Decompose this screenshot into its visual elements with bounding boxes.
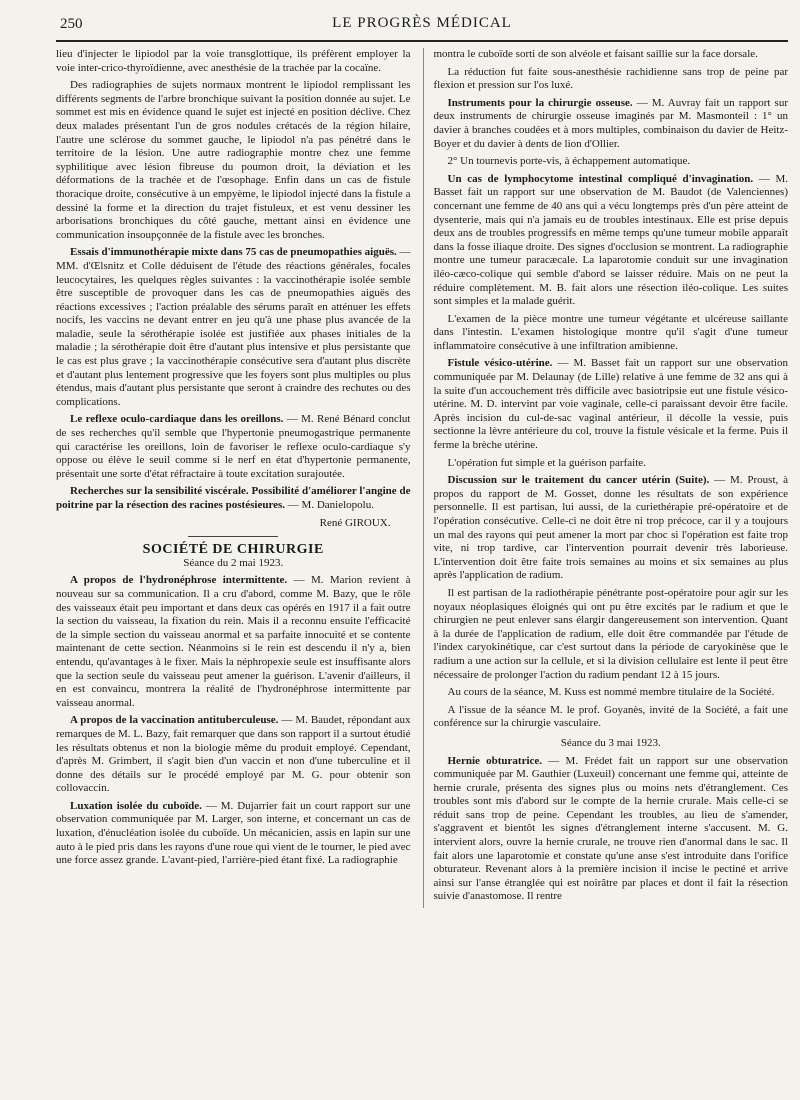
page-header [56,12,788,36]
session-date: Séance du 2 mai 1923. [183,556,284,569]
report-body: — M. Dujarrier fait un court rapport sur une observation communiquée par M. Larger, son interne, et concernant un cas de luxation, d'énucléation isolée du cuboïde. Un mécanicien, assis en lapin sur une auto à le pied pris dans les rayons d'une roue qui vient de le tourner, le pied avec une force assez grande. L'avant-pied, l'arrière-pied étant fixé. La radiographie [56,799,411,867]
report-body: — M. Baudet, répondant aux remarques de M. L. Bazy, fait remarquer que dans son rapport il a surtout étudié les résultats obtenus et non la biologie même du produit employé. Cependant, d'après M. Grimbert, il s'agit bien d'un vaccin et non d'une tuberculine et il donne des détails sur le procédé employé par M. G. pour obtenir son collovaccin. [56,714,411,795]
report-title: Instruments pour la chirurgie osseuse. [447,96,633,109]
report-title: Le reflexe oculo-cardiaque dans les oreillons. [70,413,284,426]
report-title: A propos de l'hydronéphrose intermittente. [70,574,288,587]
paragraph [434,474,789,583]
paragraph [56,800,411,868]
two-column-body [56,48,788,908]
section-separator [188,536,278,537]
paragraph: 2° Un tournevis porte-vis, à échappement automatique. [447,155,691,168]
author-signature: René GIROUX. [319,516,391,529]
report-body: — M. Marion revient à nouveau sur sa communication. Il a cru d'abord, comme M. Bazy, que le rôle des vaisseaux était peu important et dans deux cas opérés en 1917 il a fait outre la section du vaisseau, la fixation du rein. Mais il a reconnu ensuite l'efficacité de la simple section du vaisseau anormal et sa parfaite innocuité et se contente maintenant de cette section. Néanmoins si le rein est descendu il n'y a, bien entendu, qu'avantages à le fixer. Mais la néphropexie seule est insuffisante alors que la section seule du vaisseau peut amener la guérison. L'avenir d'ailleurs, il en est convaincu, montrera la réalité de l'hydronéphrose intermittente par vaisseau anormal. [56,574,411,709]
report-body: — MM. d'Œlsnitz et Colle déduisent de l'étude des réactions générales, focales leucocytaires, les quelques règles suivantes : la vaccinothérapie isolée semble être susceptible de provoquer dans les cas de pneumopathies aiguës des réactions excessives ; l'action préalable des sérums paraît en atténuer les effets nocifs, les vaccins ne devant entrer en jeu qu'à une phase plus avancée de la maladie, seule la sérothérapie isolée est justifiée aux phases initiales de la maladie ; la sérothérapie doit être d'autant plus intensive et plus persistante que le cas est plus grave ; la vaccinothérapie consécutive sera d'autant plus discrète et d'autant plus lentement progressive que les foyers sont plus multiples ou plus étendus, mais d'autant plus persistante que seront à craindre des rechutes ou des complications. [56,246,411,408]
paragraph [434,97,789,151]
report-title: A propos de la vaccination antituberculeuse. [70,714,279,727]
report-title: Fistule vésico-utérine. [447,357,553,370]
report-body: — M. Basset fait un rapport sur une observation communiquée par M. Delaunay (de Lille) relative à une femme de 32 ans qui à la suite d'un accouchement très difficile avec basiotripsie eut une fistule vésico-utérine. M. D. intervint par voie vaginale, celle-ci paraissant devoir être facile. Après incision du cul-de-sac vaginal antérieur, il décolle la vessie, puis sectionne la lèvre antérieure du col, trouve la fistule vésicale et la ferme. Puis il ferme la brèche utérine. [433,357,788,452]
paragraph [434,755,789,905]
right-column [423,48,789,908]
paragraph [56,413,411,481]
session-date: Séance du 3 mai 1923. [560,736,661,749]
paragraph: A l'issue de la séance M. le prof. Goyanès, invité de la Société, a fait une conférence sur la chirurgie vasculaire. [433,703,788,730]
left-column [56,48,411,908]
report-body: — M. Danielopolu. [285,499,374,511]
report-title: Un cas de lymphocytome intestinal compliqué d'invagination. [447,172,754,185]
paragraph: La réduction fut faite sous-anesthésie rachidienne sans trop de peine par flexion et pression sur l'os luxé. [433,65,788,92]
report-title: Luxation isolée du cuboïde. [70,799,202,812]
report-title: Discussion sur le traitement du cancer utérin (Suite). [447,474,710,487]
report-body: — M. René Bénard conclut de ses recherches qu'il semble que l'hypertonie pneumogastrique permanente qui caractérise les oreillons, loin de favoriser le reflexe oculo-cardiaque s'y oppose ou élève le seuil comme si le nerf en état d'hypertonie permanente, présentait une sorte d'état réfractaire à toute excitation surajoutée. [56,413,411,480]
paragraph: L'examen de la pièce montre une tumeur végétante et ulcéreuse saillante dans l'intestin. L'examen histologique montre qu'il s'agit d'une tumeur inflammatoire consécutive à une infiltration amibienne. [433,312,788,352]
paragraph: L'opération fut simple et la guérison parfaite. [447,456,646,469]
section-title: SOCIÉTÉ DE CHIRURGIE [142,542,324,558]
paragraph [56,485,411,512]
paragraph [56,246,411,409]
report-title: Essais d'immunothérapie mixte dans 75 cas de pneumopathies aiguës. [70,246,397,259]
report-body: — M. Frédet fait un rapport sur une observation communiquée par M. Gauthier (Luxeuil) concernant une femme qui, atteinte de hernie crurale, présenta des signes plus ou moins nets d'étranglement. Ces troubles sont mis d'abord sur le compte de la hernie crurale. Mais celle-ci se réduit sans trop de peine. Cependant les troubles, au lieu de s'amender, s'aggravent et bientôt les signes d'étranglement interne s'accusent. M. G. intervient alors, ouvre la hernie crurale, ne trouve rien d'anormal dans le sac. Il fait alors une laparotomie et constate qu'une anse s'est introduite dans l'orifice obturateur. Revenant alors à la première incision il incise le pectiné et arrive ainsi sur l'anse étranglée qui est noirâtre par places et dont il fait la résection suivie d'anastomose. Il rentre [433,754,788,903]
paragraph: lieu d'injecter le lipiodol par la voie transglottique, ils préfèrent employer la voie inter-crico-thyroïdienne, avec anesthésie de la trachée par la cocaïne. [56,48,411,74]
paragraph [434,357,789,452]
paragraph: Des radiographies de sujets normaux montrent le lipiodol remplissant les différents segments de l'arbre bronchique suivant la position donnée au sujet. Le sommet est mis en évidence quand le sujet est injecté en position déclive. Chez deux malades présentant l'un de gros nodules crétacés de la région hilaire, l'autre une sclérose du sommet gauche, le lipiodol n'a pas pénétré dans le territoire de la lésion. Une autre radiographie montre chez une femme syphilitique avec lésion fibreuse du poumon droit, la déviation et les déformations de la trachée et de l'œsophage. Enfin dans un cas de fistule thoracique droite, consécutive à un empyème, le lipiodol injecté dans la fistule a dessiné la forme et la direction du trajet fistuleux, et est venu dessiner les arborisations bronchiques du côté gauche, mettant ainsi en évidence une communication insoupçonnée de la fistule avec les bronches. [56,79,411,241]
journal-title: LE PROGRÈS MÉDICAL [332,15,512,31]
report-title: Hernie obturatrice. [447,754,543,767]
paragraph: montra le cuboïde sorti de son alvéole et faisant saillie sur la face dorsale. [433,48,758,60]
page-number: 250 [60,16,83,32]
report-body: — M. Basset fait un rapport sur une observation de M. Baudot (de Valenciennes) concernant une femme de 40 ans qui a vécu longtemps près d'un père atteint de dysenterie, mais qui n'a jamais eu de troubles intestinaux. Elle est prise depuis deux ans de troubles progressifs en même temps qu'une tumeur mobile apparaît dans la fosse iliaque droite. Des signes d'occlusion se montrent. La radiographie montre une tumeur paracæcale. La laparotomie conduit sur une invagination iléo-cæco-colique qui semble d'abord se laisser réduire. Mais on ne peut la réduire complètement. M. B. fait alors une résection iléo-colique. Les suites sont simples et la malade guérit. [433,172,788,308]
report-body: — M. Proust, à propos du rapport de M. Gosset, donne les résultats de son expérience personnelle. Il est partisan, lui aussi, de la curiethérapie pré-opératoire et de l'opération consécutive. Celle-ci ne doit être ni trop précoce, car il y a toujours un mal des rayons qui peut amener la mort par choc si l'opération est faite trop vite, ni trop tardive, car l'intervention pourrait devenir très laborieuse. L'intervention doit être faite trois semaines au moins et six semaines au plus après l'application de radium. [433,474,789,582]
header-rule [56,40,788,42]
report-body: — M. Auvray fait un rapport sur deux instruments de chirurgie osseuse imaginés par M. Masmonteil : 1° un davier à branches coudées et à mors multiples, combinaison du davier de Heitz-Boyer et du davier à dents de lion d'Ollier. [433,96,789,150]
paragraph [56,574,411,710]
paragraph [56,714,411,796]
paragraph: Il est partisan de la radiothérapie pénétrante post-opératoire pour agir sur les noyaux néoplasiques éloignés qui ont pu être excités par le radium et que le chirurgien ne peut enlever sans élargir dangereusement son intervention. Quant à la durée de l'application de radium, elle doit être commandée par l'étude de l'index caryokinétique, car c'est surtout dans la période de caryokinèse que le radium a une action sur la cellule, et si la division cellulaire est lente il peut être nécessaire de prolonger l'action du radium pendant 12 à 15 jours. [433,586,788,681]
paragraph: Au cours de la séance, M. Kuss est nommé membre titulaire de la Société. [447,686,775,699]
report-title: Recherches sur la sensibilité viscérale. Possibilité d'améliorer l'angine de poitrine par la résection des racines postésieures. [56,485,411,511]
paragraph [434,173,789,309]
